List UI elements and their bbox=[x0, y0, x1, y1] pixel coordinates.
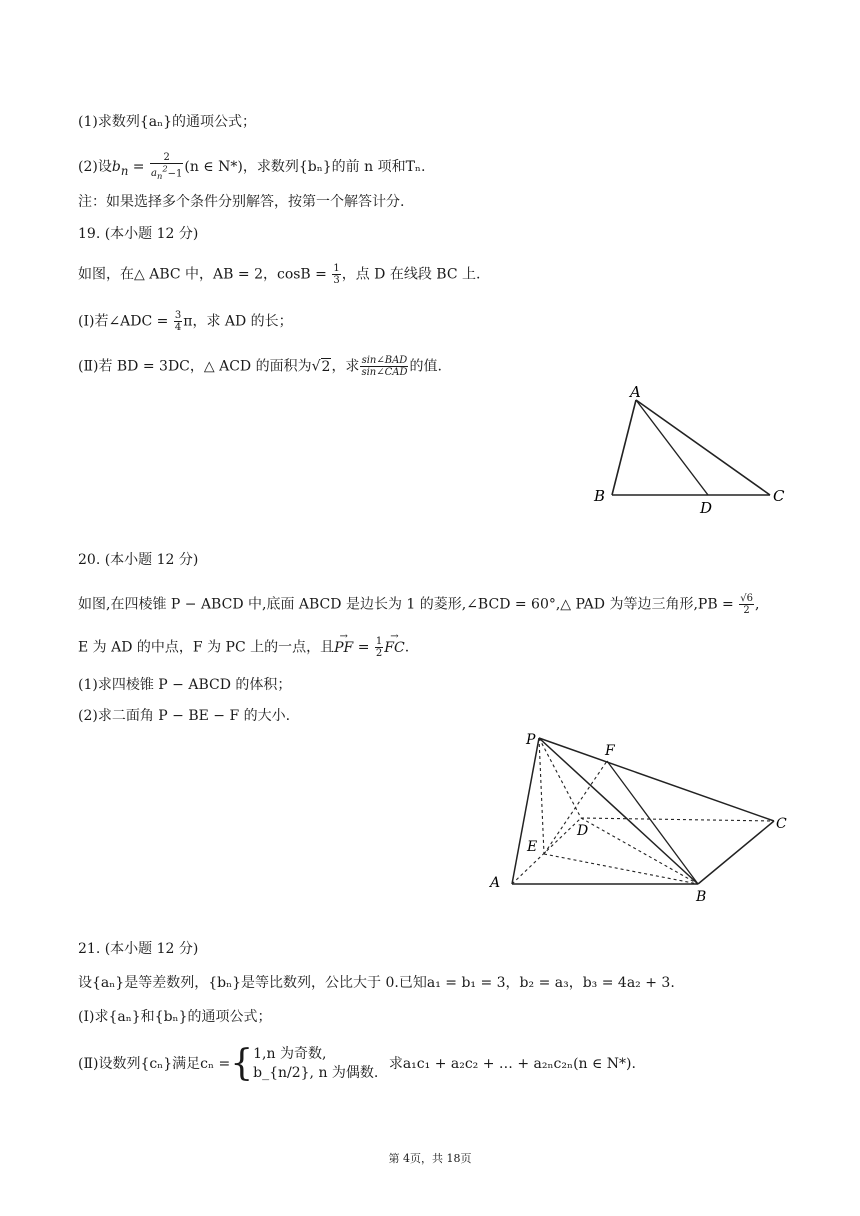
q20-hidden-db bbox=[581, 818, 698, 884]
q18-part2-suffix: (n ∈ N*)，求数列{bₙ}的前 n 项和Tₙ. bbox=[184, 159, 426, 176]
q19-side-ab bbox=[612, 400, 636, 495]
q20-label-c: C bbox=[776, 816, 787, 832]
q18-part2: (2)设$b_n$ = $\frac{2}{a_n^2-1}$ (n ∈ N*)，求数列{bₙ}的前 n 项和Tₙ. bbox=[78, 152, 426, 182]
q20-stem-line2: E 为 AD 的中点，F 为 PC 上的一点，且→ PF = $\frac{1}{2}$ → FC. bbox=[78, 636, 409, 659]
q20-label-d: D bbox=[577, 823, 589, 839]
q18-note: 注：如果选择多个条件分别解答，按第一个解答计分. bbox=[78, 194, 405, 210]
q20-hidden-eb bbox=[544, 854, 698, 884]
q21-cases: 1,n 为奇数, b_{n/2}, n 为偶数. bbox=[253, 1046, 379, 1081]
q20-pyramid-figure bbox=[484, 726, 804, 906]
q19-label-d: D bbox=[700, 499, 713, 517]
q18-part2-fraction: $\frac{2}{a_n^2-1}$ bbox=[150, 152, 183, 182]
q19-triangle-figure bbox=[590, 385, 790, 520]
q19-label-b: B bbox=[594, 487, 606, 505]
q20-segment-fb bbox=[607, 761, 698, 884]
q18-part1: (1)求数列{aₙ}的通项公式； bbox=[78, 114, 257, 130]
q19-header: 19. (本小题 12 分) bbox=[78, 226, 199, 242]
q19-part1: (Ⅰ)若∠ADC = $\frac{3}{4}$ π，求 AD 的长； bbox=[78, 310, 293, 333]
q19-segment-ad bbox=[636, 400, 708, 495]
q20-hidden-dc bbox=[581, 818, 774, 821]
q20-hidden-ef bbox=[544, 761, 607, 854]
q21-part2: (Ⅱ)设数列{cₙ}满足cₙ ={ 1,n 为奇数, b_{n/2}, n 为偶数. 求a₁c₁ + a₂c₂ + … + a₂ₙc₂ₙ(n ∈ N*). bbox=[78, 1043, 636, 1084]
q20-part1: (1)求四棱锥 P − ABCD 的体积； bbox=[78, 677, 292, 693]
q19-side-ac bbox=[636, 400, 770, 495]
q19-label-c: C bbox=[773, 487, 785, 505]
q20-label-b: B bbox=[696, 889, 707, 905]
q20-edge-pb bbox=[539, 738, 698, 884]
q19-label-a: A bbox=[630, 385, 641, 401]
page-footer: 第 4页，共 18页 bbox=[388, 1152, 472, 1165]
q20-stem-line1: 如图,在四棱锥 P − ABCD 中,底面 ABCD 是边长为 1 的菱形,∠BCD = 60°,△ PAD 为等边三角形,PB = $\frac{√6}{2}$ , bbox=[78, 593, 760, 616]
q21-header: 21. (本小题 12 分) bbox=[78, 941, 199, 957]
q20-label-e: E bbox=[527, 839, 538, 855]
q21-left-brace: { bbox=[230, 1043, 254, 1084]
q20-edge-bc bbox=[698, 821, 774, 884]
q20-label-p: P bbox=[526, 732, 536, 748]
q20-header: 20. (本小题 12 分) bbox=[78, 552, 199, 568]
q20-label-f: F bbox=[605, 743, 615, 759]
q21-part1: (Ⅰ)求{aₙ}和{bₙ}的通项公式； bbox=[78, 1009, 272, 1025]
q20-hidden-pe bbox=[539, 738, 544, 854]
q20-label-a: A bbox=[490, 875, 501, 891]
q20-part2: (2)求二面角 P − BE − F 的大小. bbox=[78, 708, 291, 724]
q18-part2-prefix: (2)设 bbox=[78, 159, 112, 176]
q19-part2: (Ⅱ)若 BD = 3DC，△ ACD 的面积为√2，求 $\frac{\text{sin∠BAD}}{\text{sin∠CAD}}$ 的值. bbox=[78, 355, 442, 378]
q19-stem: 如图，在△ ABC 中，AB = 2，cosB = $\frac{1}{3}$ ，点 D 在线段 BC 上. bbox=[78, 263, 481, 286]
q21-stem: 设{aₙ}是等差数列，{bₙ}是等比数列，公比大于 0.已知a₁ = b₁ = 3，b₂ = a₃，b₃ = 4a₂ + 3. bbox=[78, 975, 675, 991]
